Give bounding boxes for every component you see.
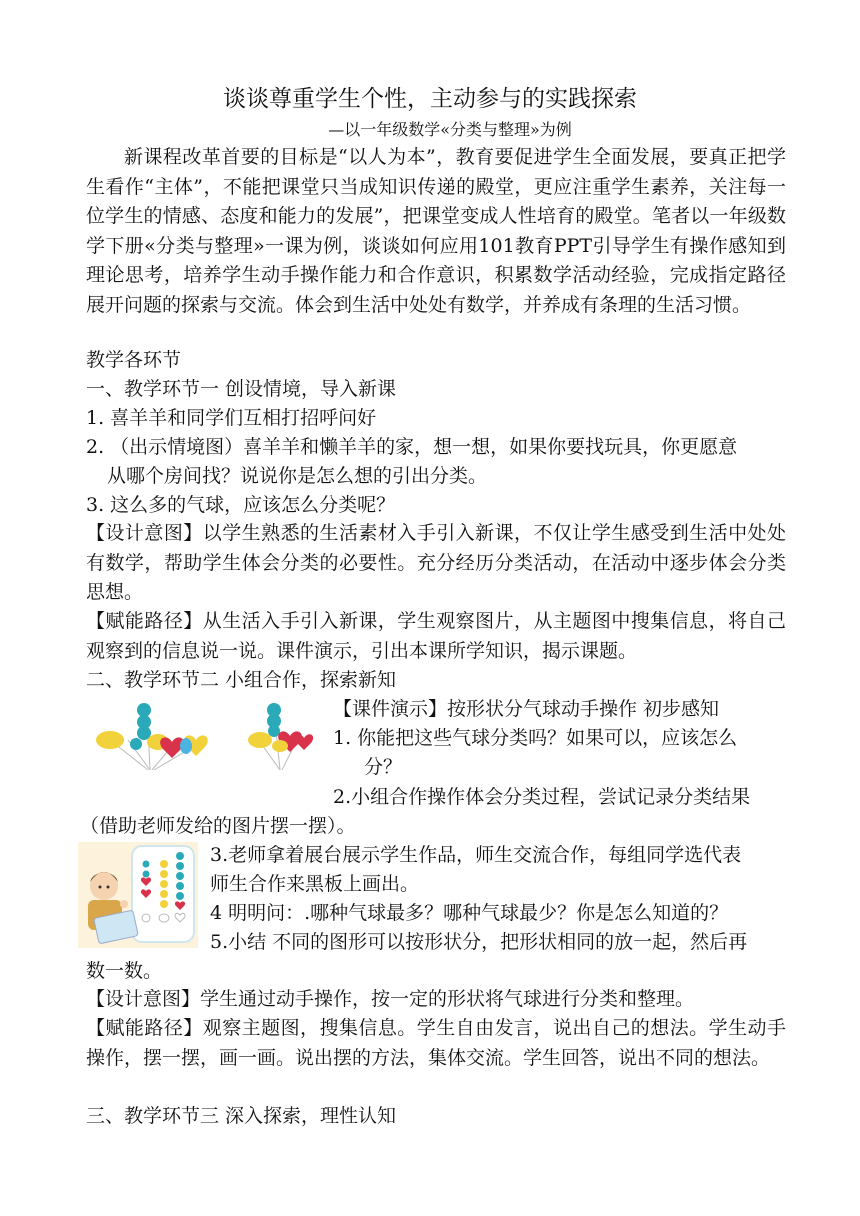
- courseware-demo: 【课件演示】按形状分气球动手操作 初步感知: [333, 698, 720, 720]
- section-1-heading: 一、教学环节一 创设情境，导入新课: [86, 378, 397, 400]
- intro-paragraph: 新课程改革首要的目标是“以人为本”，教育要促进学生全面发展，要真正把学生看作“主体”，不能把课堂只当成知识传递的殿堂，更应注重学生素养，关注每一位学生的情感、态度和能力的发展”，把课堂变成人性培育的殿堂。笔者以一年级数学下册«分类与整理»一课为例，谈谈如何应用101教育PPT引导学生有操作感知到理论思考，培养学生动手操作能力和合作意识，积累数学活动经验，完成指定路径展开问题的探索与交流。体会到生活中处处有数学，并养成有条理的生活习惯。: [86, 146, 786, 316]
- section-2-item-5: 5.小结 不同的图形可以按形状分，把形状相同的放一起，然后再: [210, 931, 748, 953]
- section-1-item-1: 1. 喜羊羊和同学们互相打招呼问好: [86, 407, 377, 429]
- child-sorting-chart-image: [78, 842, 198, 948]
- section-2-item-1-cont: 分？: [364, 756, 403, 778]
- section-1-item-2: 2. （出示情境图）喜羊羊和懒羊羊的家，想一想，如果你要找玩具，你更愿意: [86, 436, 738, 458]
- document-title: 谈谈尊重学生个性，主动参与的实践探索: [223, 86, 637, 112]
- section-2-heading: 二、教学环节二 小组合作，探索新知: [86, 669, 397, 691]
- overview-heading: 教学各环节: [86, 349, 182, 371]
- section-2-item-3-cont: 师生合作来黑板上画出。: [210, 873, 420, 895]
- section-2-item-5-cont: 数一数。: [86, 960, 163, 982]
- section-2-item-2: 2.小组合作操作体会分类过程，尝试记录分类结果: [333, 786, 751, 808]
- balloon-bunch-image-1: [88, 700, 218, 772]
- design-intent-2: 【设计意图】学生通过动手操作，按一定的形状将气球进行分类和整理。: [86, 988, 695, 1010]
- section-1-item-2-cont: 从哪个房间找？说说你是怎么想的引出分类。: [107, 465, 488, 487]
- section-2-item-3: 3.老师拿着展台展示学生作品，师生交流合作，每组同学选代表: [210, 844, 742, 866]
- section-1-item-3: 3. 这么多的气球，应该怎么分类呢？: [86, 494, 396, 516]
- document-subtitle: —以一年级数学«分类与整理»为例: [328, 120, 572, 139]
- section-2-item-2-cont: （借助老师发给的图片摆一摆）。: [80, 815, 356, 837]
- design-intent-1: 【设计意图】以学生熟悉的生活素材入手引入新课，不仅让学生感受到生活中处处有数学，帮助学生体会分类的必要性。充分经历分类活动，在活动中逐步体会分类思想。: [86, 522, 786, 603]
- section-3-heading: 三、教学环节三 深入探索，理性认知: [86, 1105, 397, 1127]
- empower-path-2: 【赋能路径】观察主题图，搜集信息。学生自由发言，说出自己的想法。学生动手操作，摆一摆，画一画。说出摆的方法，集体交流。学生回答，说出不同的想法。: [86, 1017, 786, 1069]
- section-2-item-1: 1. 你能把这些气球分类吗？如果可以，应该怎么: [333, 727, 738, 749]
- section-2-item-4: 4 明明问：.哪种气球最多？哪种气球最少？你是怎么知道的？: [210, 902, 729, 924]
- balloon-bunch-image-2: [240, 700, 326, 772]
- empower-path-1: 【赋能路径】从生活入手引入新课，学生观察图片，从主题图中搜集信息，将自己观察到的信息说一说。课件演示，引出本课所学知识，揭示课题。: [86, 610, 786, 662]
